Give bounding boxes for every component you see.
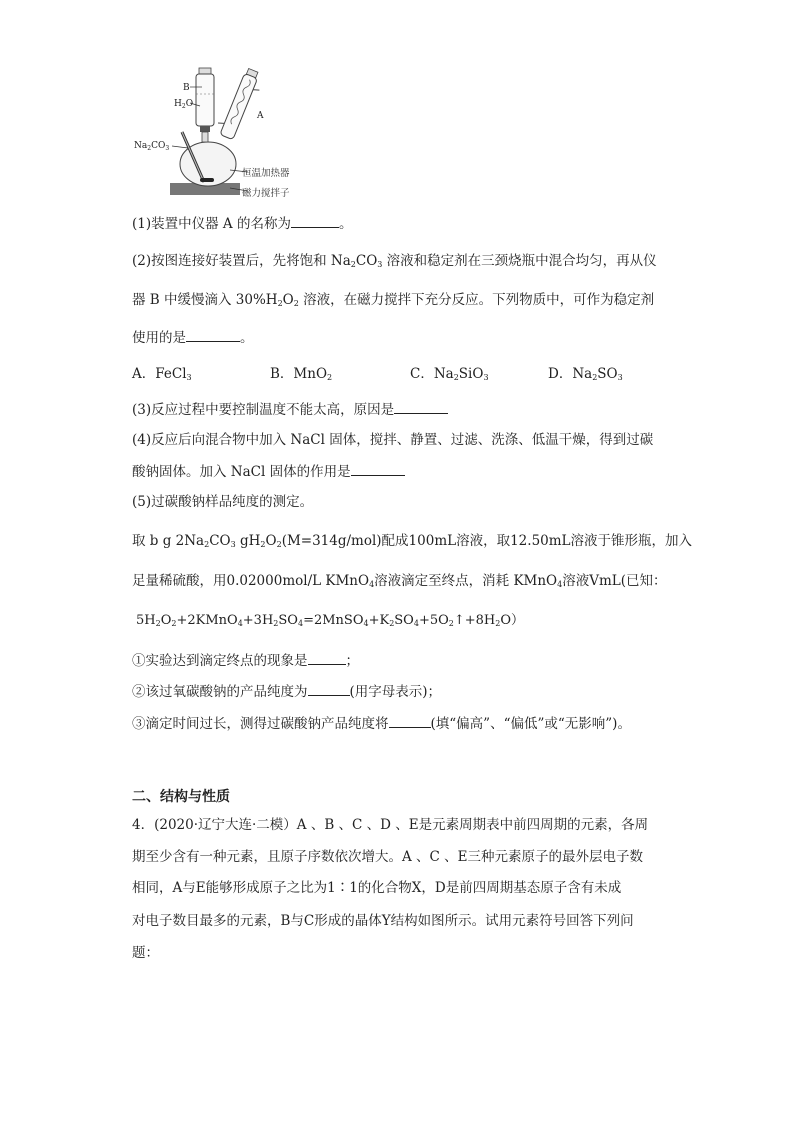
condenser-a [214,66,265,142]
question-4-text-line-1: 4．(2020·辽宁大连·二模）A 、B 、C 、D 、E是元素周期表中前四周期的元素，各周 [132,817,649,833]
question-1: (1)装置中仪器 A 的名称为 。 [132,216,353,232]
question-4-text-line-3: 相同，A与E能够形成原子之比为1∶1的化合物X，D是前四周期基态原子含有未成 [132,880,622,896]
label-heater: 恒温加热器 [242,168,290,179]
option-c[interactable]: C．$Na_2SiO_3$ [410,366,489,382]
option-d[interactable]: D．$Na_2SO_3$ [548,366,623,382]
option-a[interactable]: A．FeCl$_3$ [132,366,192,382]
answer-blank[interactable] [186,328,240,342]
question-5-sub-2: ②该过氧碳酸钠的产品纯度为 (用字母表示)； [132,684,442,700]
question-5-sub-3: ③滴定时间过长，测得过碳酸钠产品纯度将 (填“偏高”、“偏低”或“无影响”)。 [132,716,631,732]
label-b: B [183,83,190,93]
answer-blank[interactable] [308,651,346,665]
question-3: (3)反应过程中要控制温度不能太高，原因是 [132,400,448,419]
question-5-line-1: 取 b g $2Na_2CO_3$ $gH_2O_2(M=314g/mol)$配成100mL溶液，取12.50mL溶液于锥形瓶，加入 [132,533,693,549]
answer-blank[interactable] [351,462,405,476]
question-2-line-3: 使用的是 。 [132,330,254,346]
question-4-line-1: (4)反应后向混合物中加入 NaCl 固体，搅拌、静置、过滤、洗涤、低温干燥，得到过碳 [132,432,654,448]
funnel-b [196,74,214,126]
answer-blank[interactable] [389,714,431,728]
option-b[interactable]: B．MnO$_2$ [270,366,333,382]
question-4-text-line-5: 题： [132,945,159,961]
question-5-title: (5)过碳酸钠样品纯度的测定。 [132,494,314,510]
stir-bar [200,178,214,182]
answer-blank[interactable] [291,214,339,228]
question-2-line-2: 器 B 中缓慢滴入 $30\%H_2O_2$ 溶液，在磁力搅拌下充分反应。下列物质中，可作为稳定剂 [132,292,655,308]
label-stirrer: 磁力搅拌子 [242,188,290,199]
label-h2o: $H_2O$ [174,99,194,110]
question-4-text-line-2: 期至少含有一种元素，且原子序数依次增大。A 、C 、E三种元素原子的最外层电子数 [132,849,644,865]
answer-blank[interactable] [308,682,350,696]
answer-blank[interactable] [394,400,448,414]
question-5-line-2: 足量稀硫酸，用0.02000mol/L KMnO$_4$溶液滴定至终点，消耗 KMnO$_4$溶液VmL(已知： [132,573,667,589]
label-a: A [257,111,264,121]
label-na2co3: $Na_2CO_3$ [134,141,170,152]
question-4-text-line-4: 对电子数目最多的元素，B与C形成的晶体Y结构如图所示。试用元素符号回答下列问 [132,913,634,929]
question-4-line-2: 酸钠固体。加入 NaCl 固体的作用是 [132,462,405,481]
reaction-equation: $5H_2O_2+2KMnO_4+3H_2SO_4=2MnSO_4+K_2SO_4+5O_2↑+8H_2O$） [136,613,525,628]
question-5-sub-1: ①实验达到滴定终点的现象是 ； [132,653,359,669]
section-title: 二、结构与性质 [132,789,230,805]
apparatus-figure [130,66,290,200]
question-2-line-1: (2)按图连接好装置后，先将饱和 $Na_2CO_3$ 溶液和稳定剂在三颈烧瓶中混合均匀，再从仪 [132,253,657,269]
